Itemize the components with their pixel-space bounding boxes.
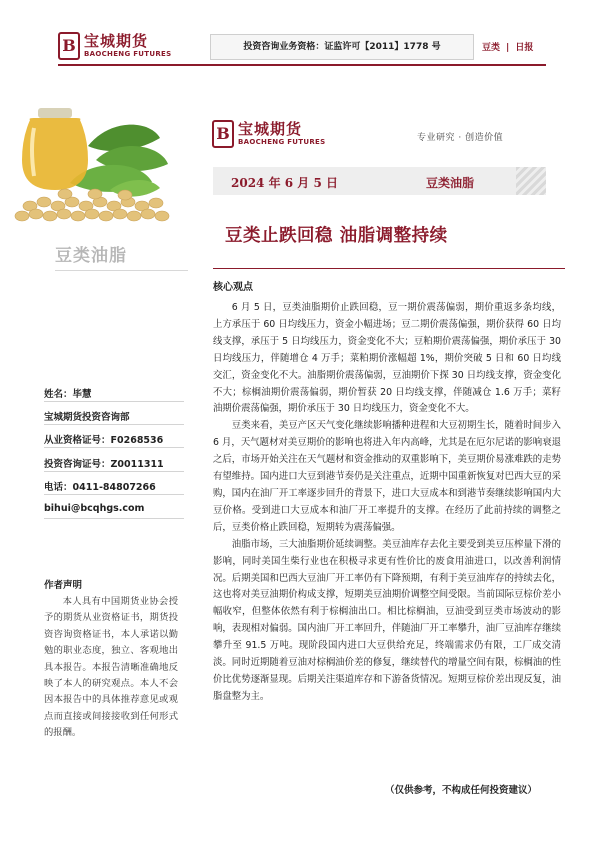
author-email[interactable]: bihui@bcqhgs.com [44, 503, 145, 514]
header-category: 豆类 [482, 43, 501, 53]
info-divider [44, 401, 184, 402]
jar-highlight [32, 128, 34, 176]
title-rule [213, 268, 565, 269]
brand-name-cn: 宝城期货 [84, 32, 149, 50]
declaration-text: 本人具有中国期货业协会授予的期货从业资格证书，期货投资咨询资格证书，本人承诺以勤勉的职业态度，独立、客观地出具本报告。本报告清晰准确地反映了本人的研究观点。本人不会因本报告中的具体推荐意见或观点而直接或间接接收到任何形式的报酬。 [44, 596, 178, 739]
info-divider [44, 447, 184, 448]
report-category-header [482, 40, 533, 53]
brand-name-en: BAOCHENG FUTURES [238, 138, 326, 146]
author-license: 从业资格证号：F0268536 [44, 435, 164, 446]
jar-lid [38, 108, 72, 118]
header-rule [58, 64, 546, 66]
brand-mark-icon: B [212, 120, 234, 148]
author-department: 宝城期货投资咨询部 [44, 412, 130, 423]
declaration-title: 作者声明 [44, 580, 83, 591]
info-divider [44, 424, 184, 425]
brand-name-cn: 宝城期货 [238, 120, 303, 138]
report-title: 豆类止跌回稳 油脂调整持续 [225, 226, 448, 246]
core-view-label: 核心观点 [213, 282, 253, 293]
body-paragraph: 6 月 5 日，豆类油脂期价止跌回稳，豆一期价震荡偏弱，期价重返多条均线，上方承压于 60 日均线压力，资金小幅进场；豆二期价震荡偏强，期价获得 60 日均线支撑，承压于 5 日均线压力，资金变化不大；豆粕期价震荡偏强，期价承压于 30 日均线压力，伴随增仓 4 万手；菜粕期价涨幅超 1%，期价突破 5 日和 60 日均线交汇，资金变化不大。油脂期价震荡偏弱，豆油期价下探 30 日均线支撑，资金变化不大；棕榈油期价震荡偏弱，期价暂获 20 日均线支撑，伴随减仓 1.6 万手；菜籽油期价震荡偏强，期价承压于 30 日均线压力，资金变化不大。 [213, 302, 561, 415]
sidebar-title: 豆类油脂 [55, 246, 127, 266]
sidebar-divider [55, 270, 188, 271]
author-advisory-license: 投资咨询证号：Z0011311 [44, 459, 164, 470]
qualification-box: 投资咨询业务资格：证监许可【2011】1778 号 [210, 34, 474, 60]
body-paragraph: 油脂市场，三大油脂期价延续调整。美豆油库存去化主要受到美豆压榨量下滑的影响，同时美国生柴行业也在积极寻求更有性价比的废食用油进口，以改善利润情况。后期美国和巴西大豆油厂开工率仍有下降预期，有利于美豆油库存的持续去化，这也将对美豆油期价构成支撑，短期美豆油期价调整空间受限。当前国际豆棕价差小幅收窄，但整体依然有利于棕榈油出口。相比棕榈油，豆油受到豆类市场波动的影响，表现相对偏弱。国内油厂开工率回升，伴随油厂开工率攀升，油厂豆油库存继续攀升至 91.5 万吨。现阶段国内进口大豆供给充足，终端需求仍有限，工厂成交清淡。同时近期随着豆油对棕榈油价差的修复，继续替代的增量空间有限，棕榈油的性价比优势逐渐显现。后期关注渠道库存和下游备货情况。短期豆棕价差出现反复，油脂盘整为主。 [213, 538, 561, 702]
report-date: 2024 年 6 月 5 日 [231, 176, 338, 190]
banner-hatch [516, 167, 546, 195]
disclaimer: （仅供参考，不构成任何投资建议） [385, 785, 538, 796]
header-brand-logo [58, 30, 188, 62]
info-divider [44, 471, 184, 472]
info-divider [44, 494, 184, 495]
report-date-category: 豆类油脂 [426, 176, 475, 190]
body-paragraph: 豆类来看，美豆产区天气变化继续影响播种进程和大豆初期生长，随着时间步入 6 月，天气题材对美豆期价的影响也将进入年内高峰，尤其是在厄尔尼诺的影响衰退之后，市场开始关注在天气题材和资金推动的双重影响下，美豆期价易涨难跌的走势有望维持。国内进口大豆到港节奏仍是关注重点，近期中国重新恢复对巴西大豆的采购，国内在油厂开工率逐步回升的背景下，进口大豆成本和到港节奏继续影响国内大豆价格。受到进口大豆成本和油厂开工率提升的支撑。在经历了此前持续的调整之后，豆类价格止跌回稳，短期转为震荡偏强。 [213, 420, 561, 533]
report-body [213, 300, 561, 706]
brand-mark-icon: B [58, 32, 80, 60]
brand-name-en: BAOCHENG FUTURES [84, 50, 172, 58]
header-report-type: 日报 [515, 43, 534, 53]
header-separator: | [506, 43, 510, 53]
info-divider [44, 518, 184, 519]
slogan: 专业研究 · 创造价值 [417, 133, 504, 143]
author-phone: 电话：0411-84807266 [44, 482, 156, 493]
report-brand-logo [212, 118, 342, 148]
author-name: 姓名：毕慧 [44, 389, 92, 400]
soybean-oil-image [0, 98, 185, 228]
